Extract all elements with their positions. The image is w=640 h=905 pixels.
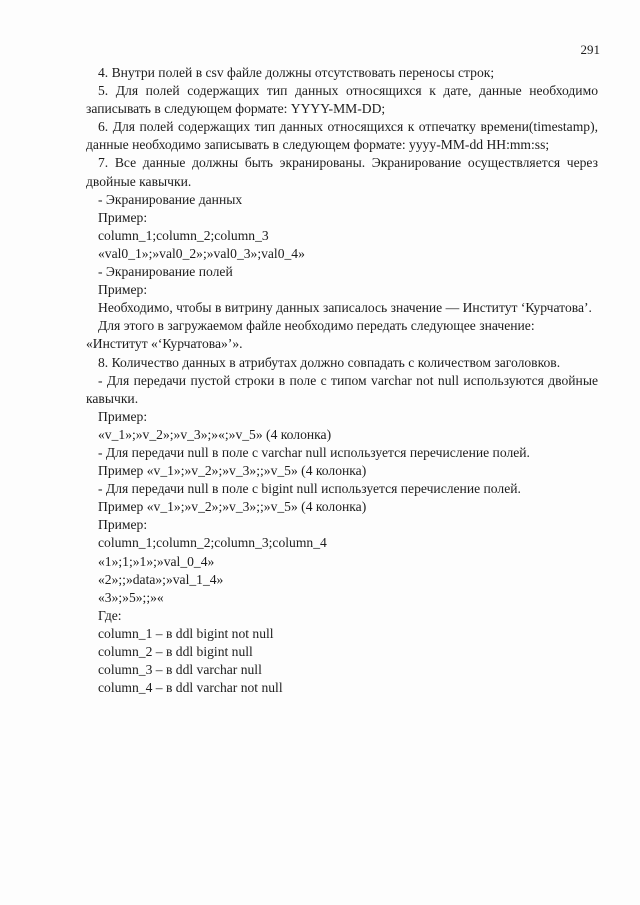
paragraph: Для этого в загружаемом файле необходимо передать следующее значение: «Институт «‘Курчатова»’». (86, 318, 535, 352)
code-line: «2»;;»data»;»val_1_4» (98, 571, 224, 587)
code-line: «v_1»;»v_2»;»v_3»;»«;»v_5» (4 колонка) (98, 426, 332, 442)
code-line: «3»;»5»;;»« (98, 589, 164, 605)
definition-line: column_4 – в ddl varchar not null (98, 680, 283, 696)
code-line: «1»;1;»1»;»val_0_4» (98, 553, 215, 569)
paragraph: Необходимо, чтобы в витрину данных записалось значение — Институт ‘Курчатова’. (98, 300, 592, 316)
paragraph: - Для передачи null в поле с bigint null используется перечисление полей. (98, 481, 521, 497)
code-line: column_1;column_2;column_3;column_4 (98, 535, 327, 551)
item-6: 6. Для полей содержащих тип данных относящихся к отпечатку времени(timestamp), данные необходимо записывать в следующем формате: yyyy-MM-dd HH:mm:ss; (86, 119, 598, 153)
paragraph: - Для передачи пустой строки в поле с типом varchar not null используются двойные кавычки. (86, 372, 598, 406)
subheading-field-escaping: - Экранирование полей (98, 264, 233, 280)
code-line: Пример «v_1»;»v_2»;»v_3»;;»v_5» (4 колонка) (98, 463, 367, 479)
item-8: 8. Количество данных в атрибутах должно совпадать с количеством заголовков. (98, 354, 561, 370)
example-label: Пример: (98, 517, 148, 533)
example-label: Пример: (98, 282, 148, 298)
definition-line: column_3 – в ddl varchar null (98, 662, 262, 678)
item-4: 4. Внутри полей в csv файле должны отсутствовать переносы строк; (98, 65, 495, 80)
example-label: Пример: (98, 209, 148, 225)
subheading-data-escaping: - Экранирование данных (98, 191, 243, 207)
code-line: Пример «v_1»;»v_2»;»v_3»;;»v_5» (4 колонка) (98, 499, 367, 515)
definition-line: column_1 – в ddl bigint not null (98, 625, 274, 641)
definition-line: column_2 – в ddl bigint null (98, 644, 253, 659)
where-label: Где: (98, 607, 122, 623)
item-7: 7. Все данные должны быть экранированы. Экранирование осуществляется через двойные кавычки. (86, 155, 598, 189)
example-label: Пример: (98, 408, 148, 424)
page-number: 291 (580, 42, 600, 57)
page-body (86, 64, 598, 697)
item-5: 5. Для полей содержащих тип данных относящихся к дате, данные необходимо записывать в следующем формате: YYYY-MM-DD; (86, 83, 598, 117)
code-line: «val0_1»;»val0_2»;»val0_3»;val0_4» (98, 245, 305, 261)
code-line: column_1;column_2;column_3 (98, 227, 269, 243)
paragraph: - Для передачи null в поле с varchar null используется перечисление полей. (98, 444, 530, 460)
